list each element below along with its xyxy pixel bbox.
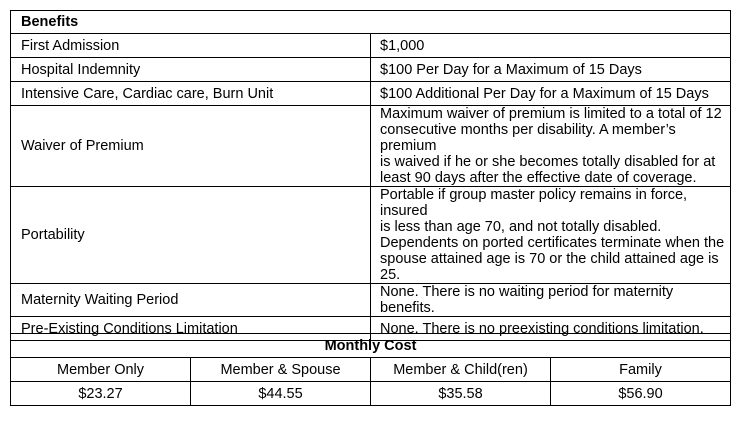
benefit-value <box>371 106 731 187</box>
benefit-label: First Admission <box>11 34 371 58</box>
benefit-value: $100 Additional Per Day for a Maximum of 15 Days <box>371 82 731 106</box>
benefit-label: Hospital Indemnity <box>11 58 371 82</box>
table-row <box>11 34 731 58</box>
benefit-value-line: consecutive months per disability. A member’s premium <box>380 122 676 154</box>
cost-column-header: Family <box>551 358 731 382</box>
table-row <box>11 82 731 106</box>
benefit-label: Maternity Waiting Period <box>11 284 371 317</box>
table-row <box>11 58 731 82</box>
cost-value: $56.90 <box>551 382 731 406</box>
benefit-label: Portability <box>11 187 371 284</box>
benefit-label: Waiver of Premium <box>11 106 371 187</box>
benefit-value: None. There is no preexisting conditions limitation. <box>371 317 731 341</box>
benefit-value-line: spouse attained age is 70 or the child attained age is 25. <box>380 251 719 283</box>
monthly-cost-value-row <box>11 382 731 406</box>
monthly-cost-table <box>10 333 731 406</box>
cost-column-header: Member & Child(ren) <box>371 358 551 382</box>
benefit-value-line: Maximum waiver of premium is limited to a total of 12 <box>380 106 722 122</box>
table-row <box>11 187 731 284</box>
cost-value: $35.58 <box>371 382 551 406</box>
monthly-cost-title: Monthly Cost <box>11 334 731 358</box>
benefit-value-line: is waived if he or she becomes totally disabled for at <box>380 154 716 170</box>
benefits-table <box>10 10 731 341</box>
benefits-header: Benefits <box>11 11 731 34</box>
benefit-value-line: Portable if group master policy remains in force, insured <box>380 187 688 219</box>
benefit-label: Pre-Existing Conditions Limitation <box>11 317 371 341</box>
benefits-header-row <box>11 11 731 34</box>
table-row <box>11 106 731 187</box>
table-row <box>11 284 731 317</box>
cost-value: $44.55 <box>191 382 371 406</box>
benefit-value: None. There is no waiting period for maternity benefits. <box>371 284 731 317</box>
monthly-cost-header-row <box>11 358 731 382</box>
benefit-value <box>371 187 731 284</box>
benefit-value: $1,000 <box>371 34 731 58</box>
benefit-value-line: least 90 days after the effective date of coverage. <box>380 170 697 186</box>
benefit-value-line: Dependents on ported certificates terminate when the <box>380 235 725 251</box>
cost-column-header: Member & Spouse <box>191 358 371 382</box>
monthly-cost-title-row <box>11 334 731 358</box>
cost-value: $23.27 <box>11 382 191 406</box>
cost-column-header: Member Only <box>11 358 191 382</box>
benefit-label: Intensive Care, Cardiac care, Burn Unit <box>11 82 371 106</box>
benefit-value-line: is less than age 70, and not totally disabled. <box>380 219 662 235</box>
benefit-value: $100 Per Day for a Maximum of 15 Days <box>371 58 731 82</box>
